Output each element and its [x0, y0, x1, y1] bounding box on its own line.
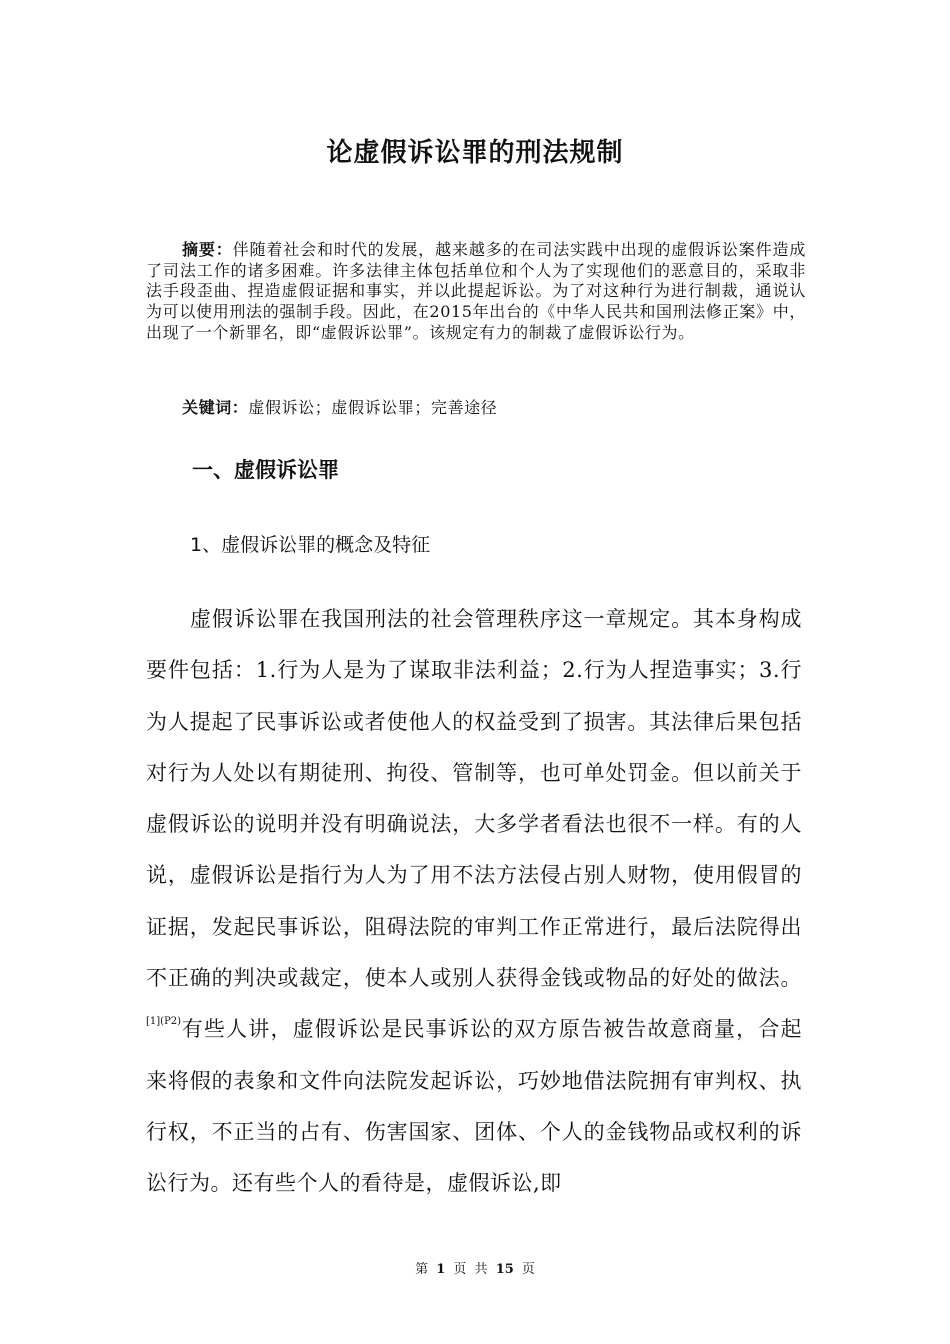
- abstract-label: 摘要：: [182, 240, 233, 259]
- keywords-text: 虚假诉讼；虚假诉讼罪；完善途径: [248, 398, 498, 417]
- subsection-heading: 1、虚假诉讼罪的概念及特征: [190, 534, 431, 556]
- abstract-text: 伴随着社会和时代的发展，越来越多的在司法实践中出现的虚假诉讼案件造成了司法工作的诸多困难。许多法律主体包括单位和个人为了实现他们的恶意目的，采取非法手段歪曲、捏造虚假证据和事实，并以此提起诉讼。为了对这种行为进行制裁，通说认为可以使用刑法的强制手段。因此，在2015年出台的《中华人民共和国刑法修正案》中，出现了一个新罪名，即“虚假诉讼罪”。该规定有力的制裁了虚假诉讼行为。: [146, 240, 806, 342]
- document-title: 论虚假诉讼罪的刑法规制: [326, 138, 624, 168]
- section-heading: 一、虚假诉讼罪: [192, 458, 339, 482]
- page-footer: [0, 1258, 950, 1277]
- footer-suffix: 页: [521, 1262, 535, 1277]
- keywords-label: 关键词：: [182, 398, 249, 417]
- footer-prefix: 第: [415, 1262, 429, 1277]
- keywords-line: [182, 395, 497, 418]
- body-text-part-1: 虚假诉讼罪在我国刑法的社会管理秩序这一章规定。其本身构成要件包括：1.行为人是为了谋取非法利益；2.行为人捏造事实；3.行为人提起了民事诉讼或者使他人的权益受到了损害。其法律后果包括对行为人处以有期徒刑、拘役、管制等，也可单处罚金。但以前关于虚假诉讼的说明并没有明确说法，大多学者看法也很不一样。有的人说，虚假诉讼是指行为人为了用不法方法侵占别人财物，使用假冒的证据，发起民事诉讼，阻碍法院的审判工作正常进行，最后法院得出不正确的判决或裁定，使本人或别人获得金钱或物品的好处的做法。: [146, 607, 802, 991]
- footer-total-pages: 15: [495, 1262, 514, 1277]
- abstract-paragraph: [146, 240, 806, 344]
- citation-reference: [1](P2): [146, 1016, 182, 1028]
- body-text-part-2: 有些人讲，虚假诉讼是民事诉讼的双方原告被告故意商量，合起来将假的表象和文件向法院发起诉讼，巧妙地借法院拥有审判权、执行权，不正当的占有、伤害国家、团体、个人的金钱物品或权利的诉讼行为。还有些个人的看待是，虚假诉讼,即: [146, 1017, 802, 1196]
- footer-page-number: 1: [436, 1262, 446, 1277]
- body-paragraph: [146, 594, 802, 1210]
- footer-middle: 页 共: [453, 1262, 488, 1277]
